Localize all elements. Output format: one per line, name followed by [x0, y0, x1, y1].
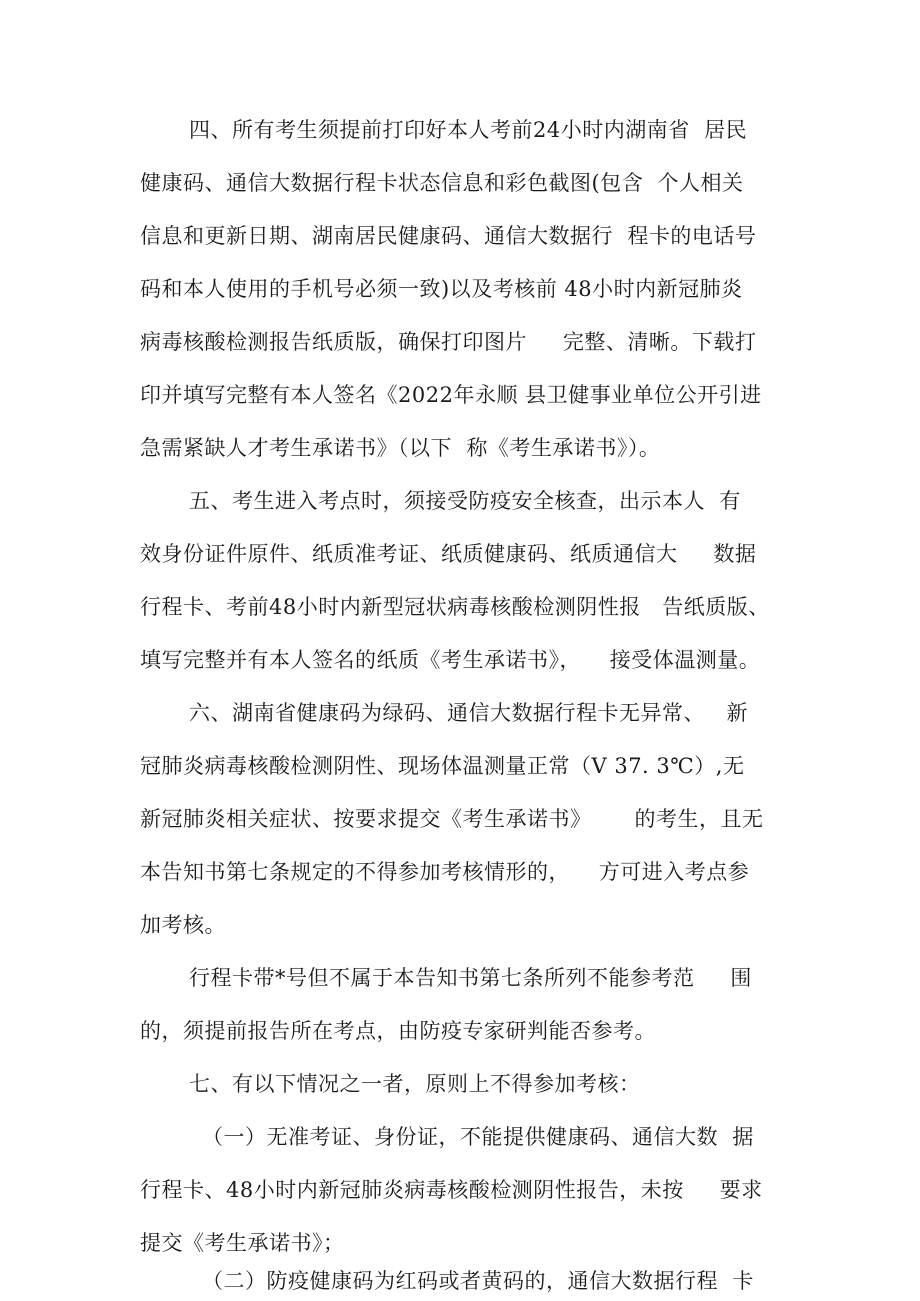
paragraph-4-line-4: 码和本人使用的手机号必须一致)以及考核前 48小时内新冠肺炎 [140, 277, 743, 301]
item-1-line-2: 行程卡、48小时内新冠肺炎病毒核酸检测阴性报告，未按 要求 [140, 1178, 763, 1202]
item-1-line-1: （一）无准考证、身份证，不能提供健康码、通信大数 据 [202, 1125, 754, 1149]
item-1-line-3: 提交《考生承诺书》； [140, 1231, 345, 1255]
paragraph-4-line-3: 信息和更新日期、湖南居民健康码、通信大数据行 程卡的电话号 [140, 224, 757, 248]
paragraph-note-line-2: 的，须提前报告所在考点，由防疫专家研判能否参考。 [140, 1019, 656, 1043]
paragraph-4-line-6: 印并填写完整有本人签名《2022年永顺 县卫健事业单位公开引进 [140, 383, 762, 407]
paragraph-7-heading: 七、有以下情况之一者，原则上不得参加考核： [189, 1072, 641, 1096]
paragraph-4-line-2: 健康码、通信大数据行程卡状态信息和彩色截图(包含 个人相关 [140, 171, 744, 195]
paragraph-6-line-1: 六、湖南省健康码为绿码、通信大数据行程卡无异常、 新 [189, 701, 749, 725]
paragraph-note-line-1: 行程卡带*号但不属于本告知书第七条所列不能参考范 围 [189, 966, 752, 990]
paragraph-5-line-4: 填写完整并有本人签名的纸质《考生承诺书》， 接受体温测量。 [140, 648, 761, 672]
paragraph-6-line-4: 本告知书第七条规定的不得参加考核情形的， 方可进入考点参 [140, 860, 750, 884]
paragraph-6-line-3: 新冠肺炎相关症状、按要求提交《考生承诺书》 的考生，且无 [140, 807, 764, 831]
paragraph-4-line-7: 急需紧缺人才考生承诺书》（以下 称《考生承诺书》）。 [140, 436, 661, 460]
paragraph-6-line-2: 冠肺炎病毒核酸检测阴性、现场体温测量正常（V 37. 3℃）,无 [140, 754, 745, 778]
item-2-line-1: （二）防疫健康码为红码或者黄码的，通信大数据行程 卡 [202, 1269, 754, 1293]
paragraph-4-line-5: 病毒核酸检测报告纸质版，确保打印图片 完整、清晰。下载打 [140, 330, 757, 354]
paragraph-5-line-3: 行程卡、考前48小时内新型冠状病毒核酸检测阴性报 告纸质版、 [140, 595, 770, 619]
paragraph-6-line-5: 加考核。 [140, 913, 226, 937]
paragraph-5-line-2: 效身份证件原件、纸质准考证、纸质健康码、纸质通信大 数据 [140, 542, 757, 566]
paragraph-5-line-1: 五、考生进入考点时，须接受防疫安全核查，出示本人 有 [189, 489, 741, 513]
paragraph-4-line-1: 四、所有考生须提前打印好本人考前24小时内湖南省 居民 [189, 118, 748, 142]
